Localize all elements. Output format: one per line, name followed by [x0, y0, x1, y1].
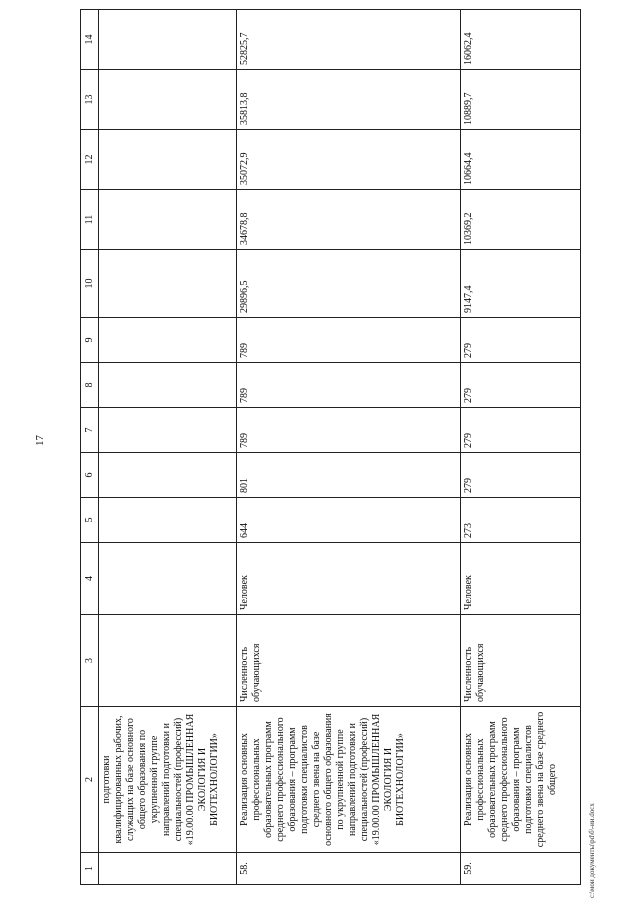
page-number: 17	[34, 435, 46, 446]
indicator-cell: Численность обучающихся	[461, 615, 581, 707]
header-cell: 12	[81, 130, 99, 190]
header-cell: 10	[81, 250, 99, 318]
header-cell: 5	[81, 498, 99, 543]
row-number	[99, 853, 237, 885]
table-row	[461, 10, 581, 885]
value-cell: 279	[461, 408, 581, 453]
value-cell: 789	[237, 408, 461, 453]
unit-cell: Человек	[237, 543, 461, 615]
header-cell: 13	[81, 70, 99, 130]
value-cell	[99, 10, 237, 70]
value-cell: 801	[237, 453, 461, 498]
file-path-footer: с:\мои документы\рd\б\-ии.docx	[588, 803, 596, 898]
value-cell: 35072,9	[237, 130, 461, 190]
data-table	[80, 9, 581, 885]
value-cell	[99, 363, 237, 408]
program-name: Реализация основных профессиональных образовательных программ среднего профессионального образования – программ подготовки специалистов среднего звена на базе среднего общего	[461, 707, 581, 853]
value-cell: 273	[461, 498, 581, 543]
value-cell: 29896,5	[237, 250, 461, 318]
value-cell	[99, 70, 237, 130]
value-cell: 789	[237, 363, 461, 408]
value-cell	[99, 130, 237, 190]
value-cell: 52825,7	[237, 10, 461, 70]
header-cell: 1	[81, 853, 99, 885]
value-cell: 279	[461, 363, 581, 408]
program-name: подготовки квалифицированных рабочих, служащих на базе основного общего образования по укрупненной группе направлений подготовки и специальностей (профессий) «19.00.00 ПРОМЫШЛЕННАЯ ЭКОЛОГИЯ И БИОТЕХНОЛОГИИ»	[99, 707, 237, 853]
header-cell: 14	[81, 10, 99, 70]
header-row	[81, 10, 99, 885]
value-cell: 10664,4	[461, 130, 581, 190]
header-cell: 2	[81, 707, 99, 853]
header-cell: 8	[81, 363, 99, 408]
header-cell: 6	[81, 453, 99, 498]
value-cell: 10889,7	[461, 70, 581, 130]
value-cell: 34678,8	[237, 190, 461, 250]
header-cell: 7	[81, 408, 99, 453]
header-cell: 4	[81, 543, 99, 615]
value-cell: 279	[461, 453, 581, 498]
unit-cell	[99, 543, 237, 615]
value-cell: 789	[237, 318, 461, 363]
header-cell: 11	[81, 190, 99, 250]
table-row	[99, 10, 237, 885]
value-cell	[99, 453, 237, 498]
value-cell	[99, 408, 237, 453]
value-cell	[99, 318, 237, 363]
value-cell: 9147,4	[461, 250, 581, 318]
indicator-cell	[99, 615, 237, 707]
value-cell	[99, 190, 237, 250]
rotated-table-container	[80, 32, 600, 885]
header-cell: 9	[81, 318, 99, 363]
indicator-cell: Численность обучающихся	[237, 615, 461, 707]
value-cell: 10369,2	[461, 190, 581, 250]
program-name: Реализация основных профессиональных образовательных программ среднего профессионального образования – программ подготовки специалистов среднего звена на базе основного общего образования по укрупненной группе направлений подготовки и специальностей (профессий) «19.00.00 ПРОМЫШЛЕННАЯ ЭКОЛОГИЯ И БИОТЕХНОЛОГИИ»	[237, 707, 461, 853]
value-cell: 279	[461, 318, 581, 363]
unit-cell: Человек	[461, 543, 581, 615]
header-cell: 3	[81, 615, 99, 707]
value-cell	[99, 250, 237, 318]
value-cell: 16062,4	[461, 10, 581, 70]
value-cell	[99, 498, 237, 543]
row-number: 58.	[237, 853, 461, 885]
table-row	[237, 10, 461, 885]
value-cell: 644	[237, 498, 461, 543]
row-number: 59.	[461, 853, 581, 885]
value-cell: 35813,8	[237, 70, 461, 130]
